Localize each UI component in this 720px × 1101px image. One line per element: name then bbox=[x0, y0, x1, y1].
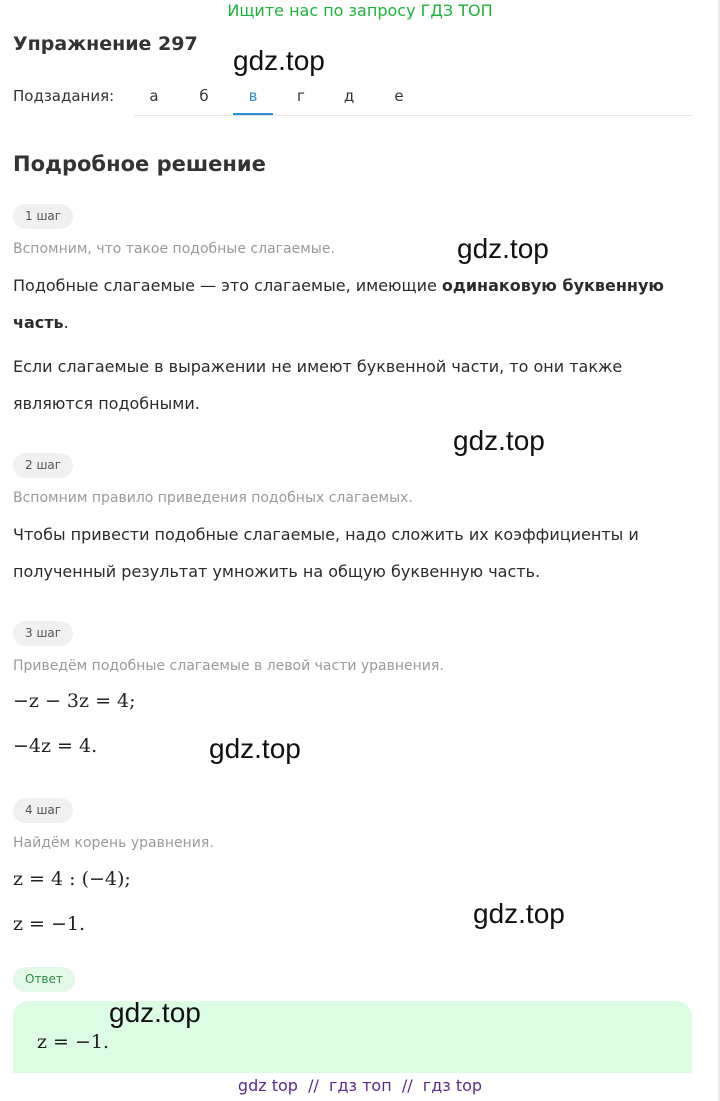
step-3-hint: Приведём подобные слагаемые в левой части уравнения. bbox=[13, 658, 444, 674]
step-2-badge: 2 шаг bbox=[13, 453, 73, 478]
step-1-hint: Вспомним, что такое подобные слагаемые. bbox=[13, 241, 335, 257]
footer-links[interactable]: gdz top // гдз топ // гдз top bbox=[237, 1076, 483, 1095]
solution-title: Подробное решение bbox=[13, 152, 266, 176]
page-title: Упражнение 297 bbox=[13, 33, 198, 55]
step-3-equation-1: −z − 3z = 4; bbox=[13, 690, 136, 712]
step-4-equation-2: z = −1. bbox=[13, 913, 86, 935]
tab-b[interactable]: б bbox=[199, 87, 209, 105]
step-3-equation-2: −4z = 4. bbox=[13, 735, 98, 757]
step-1-paragraph-1: Подобные слагаемые — это слагаемые, имеющие одинаковую буквенную часть. bbox=[13, 276, 664, 332]
step-4-badge: 4 шаг bbox=[13, 798, 73, 823]
answer-value: z = −1. bbox=[37, 1031, 110, 1053]
watermark: gdz.top bbox=[209, 733, 301, 764]
step-3-badge: 3 шаг bbox=[13, 621, 73, 646]
watermark: gdz.top bbox=[233, 45, 325, 76]
answer-badge: Ответ bbox=[13, 967, 75, 992]
subtasks-label: Подзадания: bbox=[13, 87, 115, 105]
tab-a[interactable]: а bbox=[149, 87, 159, 105]
tab-v[interactable]: в bbox=[233, 78, 273, 115]
step-4-equation-1: z = 4 : (−4); bbox=[13, 868, 131, 890]
tab-e[interactable]: е bbox=[394, 87, 404, 105]
step-2-paragraph: Чтобы привести подобные слагаемые, надо сложить их коэффициенты и полученный результат умножить на общую буквенную часть. bbox=[13, 525, 639, 581]
step-1-bold-term: одинаковую буквенную часть bbox=[13, 276, 664, 332]
watermark: gdz.top bbox=[453, 425, 545, 456]
watermark: gdz.top bbox=[473, 898, 565, 929]
subtask-tabs bbox=[134, 78, 692, 116]
step-4-hint: Найдём корень уравнения. bbox=[13, 835, 214, 851]
step-2-hint: Вспомним правило приведения подобных слагаемых. bbox=[13, 490, 413, 506]
step-1-paragraph-2: Если слагаемые в выражении не имеют буквенной части, то они также являются подобными. bbox=[13, 357, 623, 413]
promo-banner[interactable]: Ищите нас по запросу ГДЗ ТОП bbox=[227, 1, 493, 20]
watermark: gdz.top bbox=[109, 997, 201, 1028]
step-1-badge: 1 шаг bbox=[13, 204, 73, 229]
tab-g[interactable]: г bbox=[297, 87, 305, 105]
tab-d[interactable]: д bbox=[343, 87, 355, 105]
watermark: gdz.top bbox=[457, 233, 549, 264]
